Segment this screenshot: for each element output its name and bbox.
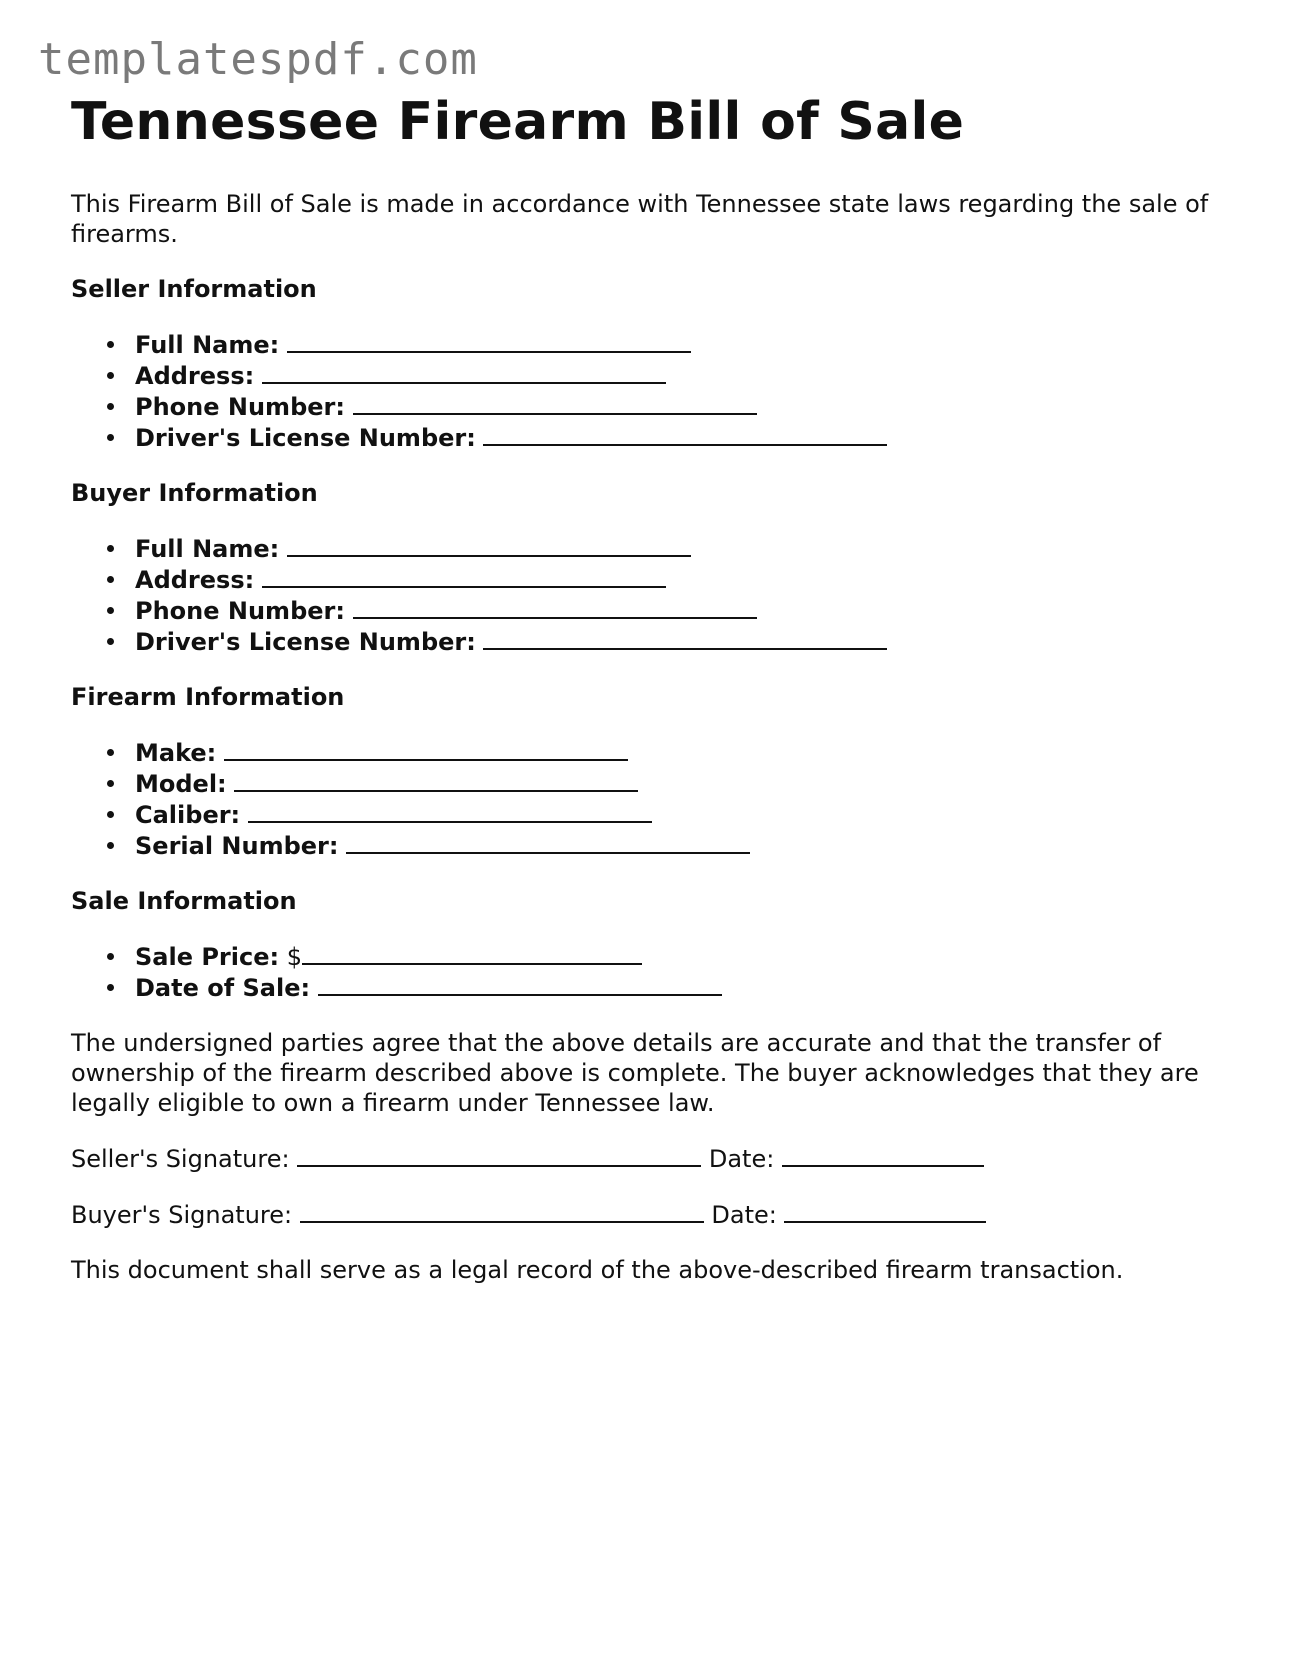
bullet xyxy=(107,576,114,583)
firearm-make-blank[interactable] xyxy=(224,737,628,761)
field-label: Driver's License Number: xyxy=(135,424,476,452)
field-label: Date of Sale: xyxy=(135,974,311,1002)
bullet xyxy=(107,403,114,410)
field-label: Full Name: xyxy=(135,331,280,359)
buyer-date-label: Date: xyxy=(711,1201,777,1229)
sale-date-item xyxy=(135,972,1231,1003)
buyer-full-name-blank[interactable] xyxy=(287,533,691,557)
seller-signature-row xyxy=(71,1143,1231,1174)
field-label: Make: xyxy=(135,739,217,767)
intro-paragraph: This Firearm Bill of Sale is made in accordance with Tennessee state laws regarding the sale of firearms. xyxy=(71,190,1209,248)
page-title: Tennessee Firearm Bill of Sale xyxy=(71,92,965,152)
buyer-license-blank[interactable] xyxy=(483,626,887,650)
buyer-field-list xyxy=(71,533,1231,657)
field-label: Full Name: xyxy=(135,535,280,563)
seller-license-blank[interactable] xyxy=(483,422,887,446)
bullet xyxy=(107,372,114,379)
buyer-phone-item xyxy=(135,595,1231,626)
seller-date-label: Date: xyxy=(708,1145,775,1173)
firearm-serial-item xyxy=(135,830,1231,861)
buyer-full-name-item xyxy=(135,533,1231,564)
field-label: Phone Number: xyxy=(135,597,345,625)
watermark: templatespdf.com xyxy=(38,34,478,85)
buyer-signature-row xyxy=(71,1199,1231,1230)
field-label: Sale Price: xyxy=(135,943,280,971)
firearm-caliber-item xyxy=(135,799,1231,830)
seller-date-blank[interactable] xyxy=(782,1143,984,1167)
sale-field-list xyxy=(71,941,1231,1003)
seller-signature-blank[interactable] xyxy=(297,1143,701,1167)
field-label: Serial Number: xyxy=(135,832,339,860)
bullet xyxy=(107,545,114,552)
bullet xyxy=(107,638,114,645)
buyer-address-blank[interactable] xyxy=(262,564,666,588)
sale-date-blank[interactable] xyxy=(318,972,722,996)
seller-address-blank[interactable] xyxy=(262,360,666,384)
sale-heading: Sale Information xyxy=(71,887,297,915)
firearm-model-item xyxy=(135,768,1231,799)
bullet xyxy=(107,953,114,960)
bullet xyxy=(107,984,114,991)
bullet xyxy=(107,842,114,849)
seller-full-name-blank[interactable] xyxy=(287,329,691,353)
buyer-signature-label: Buyer's Signature: xyxy=(71,1201,293,1229)
field-label: Driver's License Number: xyxy=(135,628,476,656)
bullet xyxy=(107,434,114,441)
bullet xyxy=(107,341,114,348)
firearm-serial-blank[interactable] xyxy=(346,830,750,854)
bullet xyxy=(107,811,114,818)
seller-address-item xyxy=(135,360,1231,391)
seller-phone-blank[interactable] xyxy=(353,391,757,415)
seller-full-name-item xyxy=(135,329,1231,360)
currency-symbol: $ xyxy=(286,943,303,971)
buyer-phone-blank[interactable] xyxy=(353,595,757,619)
seller-field-list xyxy=(71,329,1231,453)
seller-license-item xyxy=(135,422,1231,453)
sale-price-item xyxy=(135,941,1231,972)
firearm-make-item xyxy=(135,737,1231,768)
buyer-heading: Buyer Information xyxy=(71,479,318,507)
firearm-heading: Firearm Information xyxy=(71,683,345,711)
seller-heading: Seller Information xyxy=(71,275,317,303)
buyer-license-item xyxy=(135,626,1231,657)
sale-price-blank[interactable] xyxy=(302,941,642,965)
buyer-date-blank[interactable] xyxy=(784,1199,986,1223)
firearm-model-blank[interactable] xyxy=(234,768,638,792)
bullet xyxy=(107,749,114,756)
field-label: Phone Number: xyxy=(135,393,345,421)
seller-phone-item xyxy=(135,391,1231,422)
bullet xyxy=(107,780,114,787)
field-label: Model: xyxy=(135,770,227,798)
closing-paragraph: This document shall serve as a legal record of the above-described firearm transaction. xyxy=(71,1256,1124,1284)
buyer-signature-blank[interactable] xyxy=(300,1199,704,1223)
firearm-caliber-blank[interactable] xyxy=(248,799,652,823)
bullet xyxy=(107,607,114,614)
document-body xyxy=(71,92,1231,1285)
seller-signature-label: Seller's Signature: xyxy=(71,1145,290,1173)
firearm-field-list xyxy=(71,737,1231,861)
field-label: Caliber: xyxy=(135,801,241,829)
field-label: Address: xyxy=(135,362,255,390)
buyer-address-item xyxy=(135,564,1231,595)
agreement-paragraph: The undersigned parties agree that the above details are accurate and that the transfer of ownership of the firearm described above is complete. The buyer acknowledges that they are legally eligible to own a firearm under Tennessee law. xyxy=(71,1029,1199,1117)
field-label: Address: xyxy=(135,566,255,594)
